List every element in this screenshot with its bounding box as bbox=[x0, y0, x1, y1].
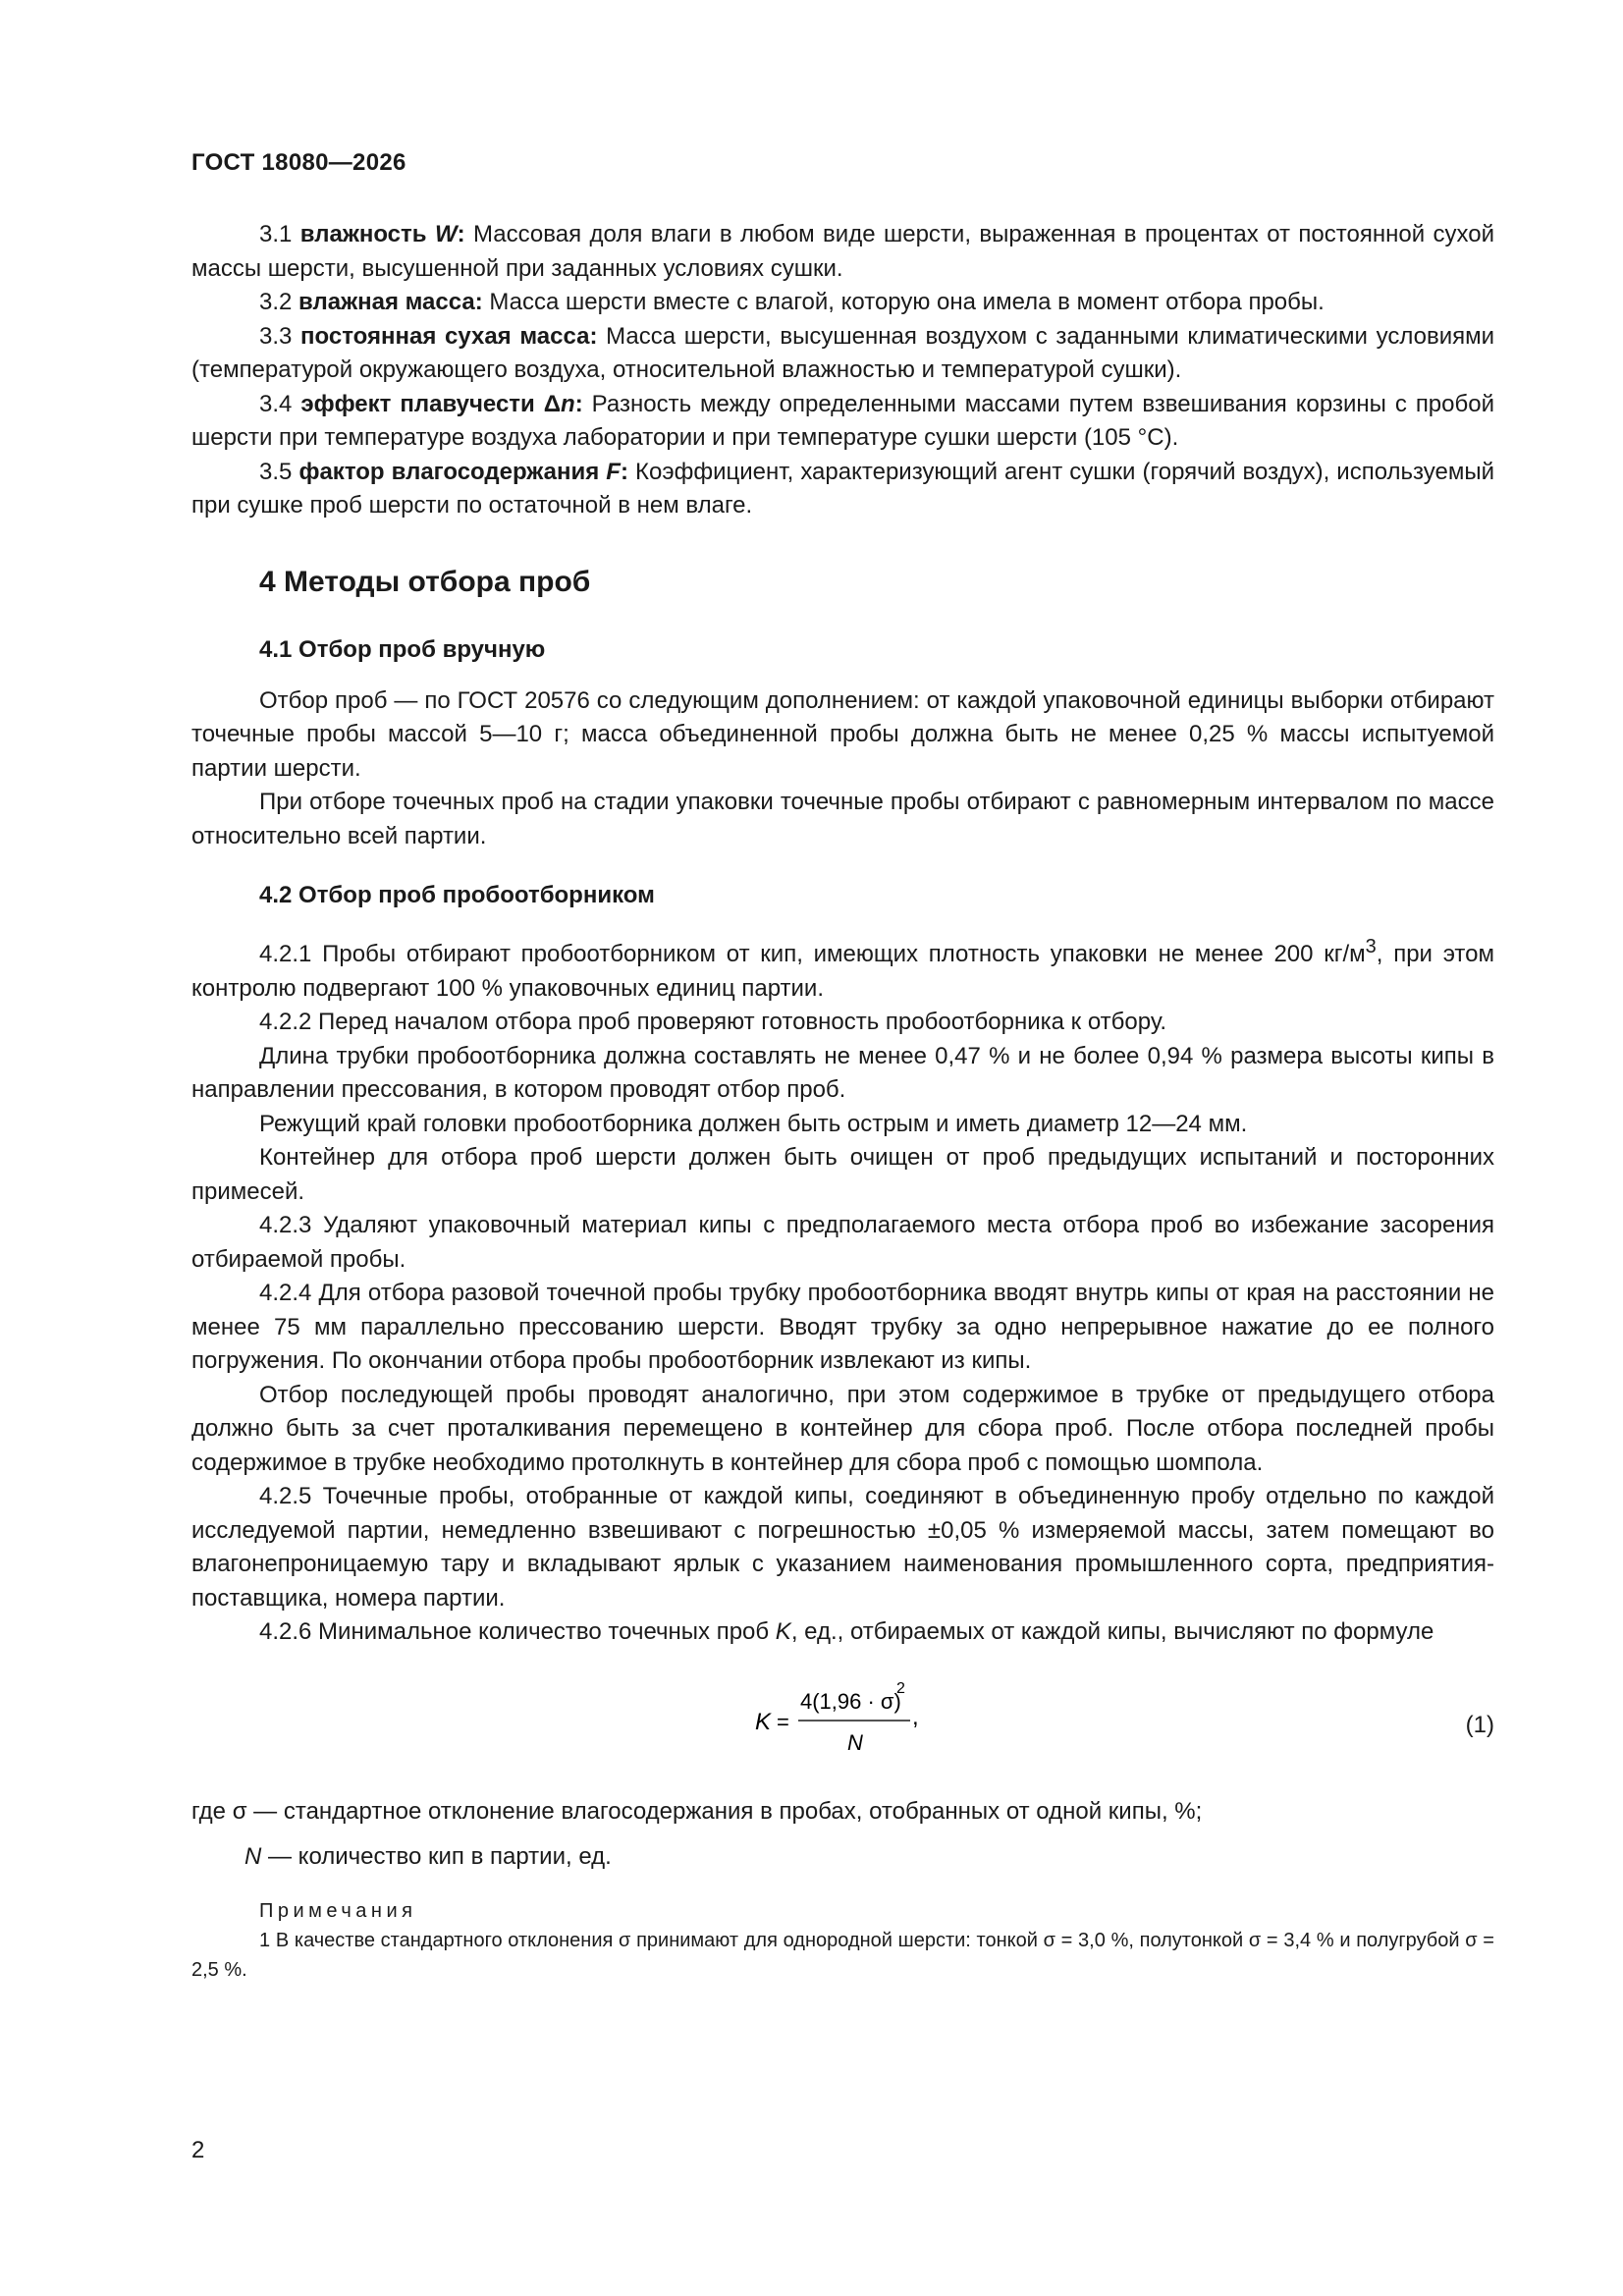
paragraph-4-2-2-b: Длина трубки пробоотборника должна составлять не менее 0,47 % и не более 0,94 % размера высоты кипы в направлении прессования, в котором проводят отбор проб. bbox=[191, 1042, 1494, 1103]
definition-term: влажность bbox=[299, 221, 427, 247]
formula-equals: = bbox=[777, 1709, 789, 1734]
paragraph-4-2-3: 4.2.3 Удаляют упаковочный материал кипы с предполагаемого места отбора проб во избежание засорения отбираемой пробы. bbox=[191, 1212, 1494, 1273]
paragraph-text: 4.2.1 Пробы отбирают пробоотборником от кип, имеющих плотность упаковки не менее 200 кг/м bbox=[259, 941, 1366, 967]
document-header: ГОСТ 18080—2026 bbox=[191, 149, 406, 176]
note-1: 1 В качестве стандартного отклонения σ принимают для однородной шерсти: тонкой σ = 3,0 %, полутонкой σ = 3,4 % и полугрубой σ = 2,5 %. bbox=[191, 1929, 1494, 1981]
formula-denominator: N bbox=[847, 1729, 863, 1755]
definition-colon: : bbox=[620, 458, 628, 485]
paragraph-4-2-4-b: Отбор последующей пробы проводят аналогично, при этом содержимое в трубке от предыдущего отбора должно быть за счет проталкивания перемещено в контейнер для сбора проб. После отбора последней пробы содержимое в трубке необходимо протолкнуть в контейнер для сбора проб с помощью шомпола. bbox=[191, 1381, 1494, 1476]
where-definition: — количество кип в партии, ед. bbox=[261, 1843, 612, 1870]
definition-term: эффект плавучести Δ bbox=[300, 390, 562, 417]
document-body bbox=[191, 218, 1494, 1985]
variable-n: N bbox=[244, 1843, 262, 1870]
subsection-4-1-title: 4.1 Отбор проб вручную bbox=[259, 635, 546, 663]
paragraph-text: 4.2.6 Минимальное количество точечных проб bbox=[259, 1618, 776, 1645]
definition-3-4 bbox=[191, 388, 1494, 456]
formula-numerator: 4(1,96 · σ) bbox=[800, 1688, 901, 1714]
definition-term: постоянная сухая масса: bbox=[300, 322, 598, 350]
definition-number: 3.1 bbox=[259, 221, 293, 247]
paragraph-4-1-a: Отбор проб — по ГОСТ 20576 со следующим дополнением: от каждой упаковочной единицы выборки отбирают точечные пробы массой 5—10 г; масса объединенной пробы должна быть не менее 0,25 % массы испытуемой партии шерсти. bbox=[191, 686, 1494, 782]
definition-number: 3.4 bbox=[259, 390, 293, 417]
formula-lhs: K bbox=[755, 1708, 772, 1735]
paragraph-4-2-5: 4.2.5 Точечные пробы, отобранные от каждой кипы, соединяют в объединенную пробу отдельно по каждой исследуемой партии, немедленно взвешивают с погрешностью ±0,05 % измеряемой массы, затем помещают во влагонепроницаемую тару и вкладывают ярлык с указанием наименования промышленного сорта, предприятия-поставщика, номера партии. bbox=[191, 1483, 1494, 1612]
definition-3-3 bbox=[191, 320, 1494, 388]
definition-term: влажная масса: bbox=[298, 289, 483, 315]
formula-exponent: 2 bbox=[896, 1679, 905, 1697]
definition-symbol: F bbox=[606, 458, 621, 485]
definition-text: Масса шерсти, высушенная воздухом с заданными климатическими условиями (температурой окружающего воздуха, относительной влажностью и температурой сушки). bbox=[191, 322, 1495, 383]
definition-text: Масса шерсти вместе с влагой, которую она имела в момент отбора пробы. bbox=[482, 289, 1325, 315]
definition-number: 3.5 bbox=[259, 458, 293, 485]
definition-text: Коэффициент, характеризующий агент сушки (горячий воздух), используемый при сушке проб шерсти по остаточной в нем влаге. bbox=[191, 458, 1495, 519]
definition-text: Разность между определенными массами путем взвешивания корзины с пробой шерсти при температуре воздуха лаборатории и при температуре сушки шерсти (105 °С). bbox=[191, 390, 1495, 451]
where-prefix: где σ bbox=[191, 1797, 247, 1825]
definition-colon: : bbox=[457, 221, 465, 247]
superscript: 3 bbox=[1365, 936, 1377, 957]
paragraph-4-2-2-d: Контейнер для отбора проб шерсти должен быть очищен от проб предыдущих испытаний и посторонних примесей. bbox=[191, 1144, 1494, 1205]
definition-number: 3.2 bbox=[259, 289, 293, 315]
section-4-title: 4 Методы отбора проб bbox=[259, 565, 591, 598]
paragraph-4-2-2-c: Режущий край головки пробоотборника должен быть острым и иметь диаметр 12—24 мм. bbox=[259, 1110, 1248, 1137]
document-page bbox=[191, 0, 1494, 2296]
variable-k: K bbox=[775, 1618, 791, 1645]
subsection-4-2-title: 4.2 Отбор проб пробоотборником bbox=[259, 882, 655, 908]
definition-3-1 bbox=[191, 218, 1494, 286]
definition-term: фактор влагосодержания bbox=[298, 458, 600, 485]
page-number: 2 bbox=[191, 2137, 205, 2163]
definition-colon: : bbox=[574, 390, 583, 417]
paragraph-text: , ед., отбираемых от каждой кипы, вычисляют по формуле bbox=[790, 1618, 1434, 1645]
definition-symbol: n bbox=[561, 390, 575, 417]
formula-comma: , bbox=[912, 1703, 919, 1730]
paragraph-text: , при этом контролю подвергают 100 % упаковочных единиц партии. bbox=[191, 941, 1494, 1002]
where-sigma bbox=[191, 1795, 1494, 1830]
definition-3-2 bbox=[191, 286, 1494, 320]
paragraph-4-2-1 bbox=[191, 930, 1494, 1006]
where-definition: — стандартное отклонение влагосодержания в пробах, отобранных от одной кипы, %; bbox=[246, 1797, 1203, 1825]
definition-number: 3.3 bbox=[259, 322, 293, 350]
paragraph-4-1-b: При отборе точечных проб на стадии упаковки точечные пробы отбирают с равномерным интервалом по массе относительно всей партии. bbox=[191, 789, 1494, 849]
notes-title: Примечания bbox=[259, 1899, 417, 1922]
definition-text: Массовая доля влаги в любом виде шерсти, выраженная в процентах от постоянной сухой массы шерсти, высушенной при заданных условиях сушки. bbox=[191, 221, 1494, 282]
formula-1 bbox=[753, 1675, 949, 1774]
paragraph-4-2-4: 4.2.4 Для отбора разовой точечной пробы трубку пробоотборника вводят внутрь кипы от края на расстоянии не менее 75 мм параллельно прессованию шерсти. Вводят трубку за одно непрерывное нажатие до ее полного погружения. По окончании отбора пробы пробоотборник извлекают из кипы. bbox=[191, 1280, 1494, 1374]
formula-block bbox=[191, 1675, 1494, 1774]
where-n bbox=[191, 1840, 1494, 1875]
definition-symbol: W bbox=[434, 221, 458, 247]
paragraph-4-2-2: 4.2.2 Перед началом отбора проб проверяют готовность пробоотборника к отбору. bbox=[259, 1009, 1167, 1035]
equation-number: (1) bbox=[1465, 1711, 1494, 1738]
definition-3-5 bbox=[191, 456, 1494, 523]
paragraph-4-2-6 bbox=[191, 1615, 1494, 1650]
